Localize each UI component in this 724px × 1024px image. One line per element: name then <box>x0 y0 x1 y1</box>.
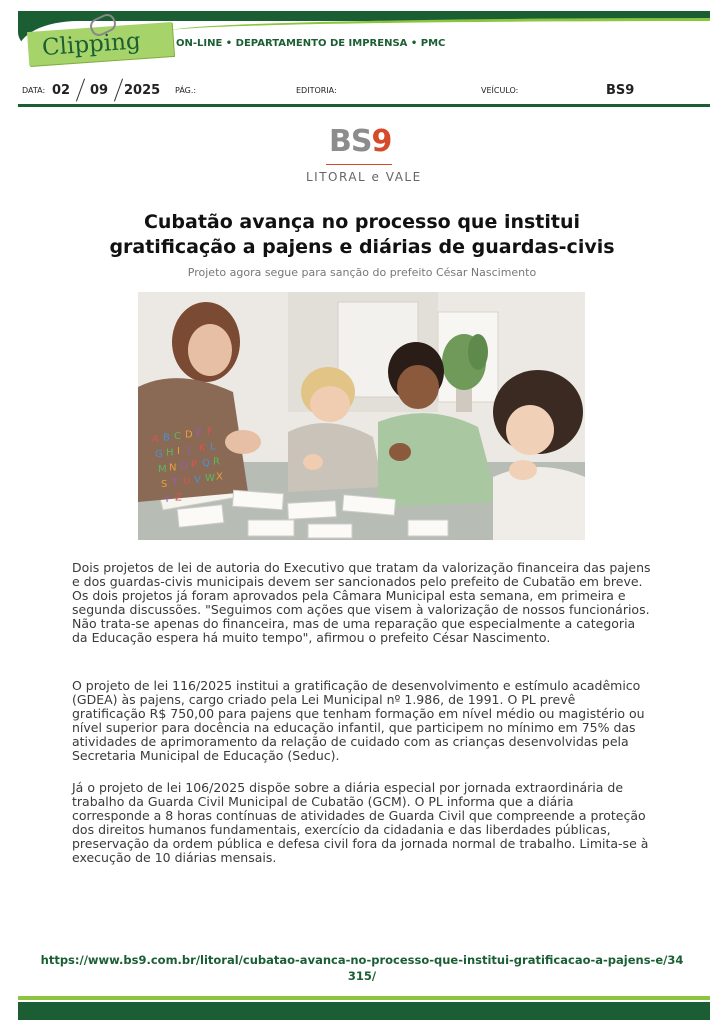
alphabet-card-letter: Z <box>175 492 182 504</box>
header-divider <box>18 104 710 107</box>
alphabet-card-letter: W <box>205 473 215 484</box>
paragraph-text: Já o projeto de lei 106/2025 dispõe sobre a diária especial por jornada extraordinária de trabalho da Guarda Civil Municipal de Cubatão (GCM). O PL informa que a diária corresponde a 8 horas contínuas de atividades de Guarda Civil que compreende a proteção dos direitos humanos fundamentais, exercício da cidadania e das liberdades públicas, preservação da ordem pública e defesa civil fora da jornada normal de trabalho. Limita-se à execução de 10 diárias mensais. <box>72 780 649 865</box>
paragraph-text: Dois projetos de lei de autoria do Executivo que tratam da valorização financeira das pajens e dos guardas-civis municipais devem ser sancionados pelo prefeito de Cubatão em breve. Os dois projetos já foram aprovados pela Câmara Municipal esta semana, em primeira e segunda discussões. "Seguimos com ações que visem à valorização de nossos funcionários. Não trata-se apenas do financeira, mas de uma reparação que especialmente a categoria da Educação espera há muito tempo", afirmou o prefeito César Nascimento. <box>72 560 651 645</box>
alphabet-card-letter: C <box>174 431 181 442</box>
alphabet-card-letter: D <box>185 429 193 441</box>
logo-subtitle: LITORAL e VALE <box>306 170 422 184</box>
logo-nine: 9 <box>371 124 392 159</box>
page-label: PÁG.: <box>175 86 197 95</box>
logo-bs: BS <box>329 124 372 159</box>
department-label: ON-LINE • DEPARTAMENTO DE IMPRENSA • PMC <box>176 38 446 49</box>
classroom-illustration <box>138 292 585 540</box>
alphabet-card-letter: O <box>180 461 188 472</box>
date-separator <box>76 79 85 102</box>
source-url-link[interactable]: https://www.bs9.com.br/litoral/cubatao-avanca-no-processo-que-institui-gratificacao-a-pajens-e/34315/ <box>40 953 684 983</box>
alphabet-card-letter: F <box>207 426 213 438</box>
alphabet-card-letter: G <box>155 449 163 460</box>
bs9-logo <box>329 124 391 159</box>
footer-accent-line <box>18 996 710 1000</box>
article-paragraph-2 <box>72 679 652 763</box>
clipping-tag: Clipping <box>27 22 174 66</box>
date-day: 02 <box>52 83 71 98</box>
date-separator <box>114 79 123 102</box>
article-subheadline: Projeto agora segue para sanção do prefeito César Nascimento <box>187 266 537 279</box>
veiculo-label: VEÍCULO: <box>481 86 519 95</box>
alphabet-card-letter: P <box>191 459 198 471</box>
paragraph-text: O projeto de lei 116/2025 institui a gratificação de desenvolvimento e estímulo acadêmico (GDEA) às pajens, cargo criado pela Lei Municipal nº 1.986, de 1991. O PL prevê gratificação R$ 750,00 para pajens que tenham formação em nível médio ou magistério ou nível superior para docência na educação infantil, que participem no mínimo em 75% das atividades de aprimoramento da relação de cuidado com as crianças desenvolvidas pela Secretaria Municipal de Educação (Seduc). <box>72 678 645 763</box>
date-month: 09 <box>90 83 109 98</box>
date-label: DATA: <box>22 86 46 95</box>
alphabet-card-letter: B <box>163 432 170 444</box>
article-photo <box>138 292 585 540</box>
alphabet-card-letter: U <box>183 476 191 487</box>
alphabet-card-letter: K <box>199 443 206 454</box>
alphabet-card-letter: A <box>152 434 159 445</box>
alphabet-card-letter: N <box>169 462 177 474</box>
article-headline: Cubatão avança no processo que institui gratificação a pajens e diárias de guardas-civis <box>109 211 615 258</box>
alphabet-card-letter: T <box>172 477 179 489</box>
alphabet-card-letter: L <box>210 441 216 453</box>
article-paragraph-3 <box>72 781 652 865</box>
alphabet-card-letter: M <box>158 464 167 475</box>
alphabet-card-letter: Y <box>164 494 171 505</box>
veiculo-value: BS9 <box>606 83 635 98</box>
footer-band <box>18 1002 710 1020</box>
alphabet-card-letter: H <box>166 447 174 459</box>
editoria-label: EDITORIA: <box>296 86 337 95</box>
alphabet-card-letter: V <box>194 474 201 486</box>
alphabet-card-letter: R <box>213 456 220 468</box>
date-year: 2025 <box>124 83 161 98</box>
logo-divider <box>326 164 392 165</box>
alphabet-card-letter: J <box>188 444 191 456</box>
alphabet-card-letter: Q <box>202 458 210 469</box>
article-paragraph-1 <box>72 561 652 645</box>
alphabet-card-letter: E <box>196 428 203 439</box>
alphabet-card-letter: X <box>216 471 223 483</box>
alphabet-card-letter: S <box>161 479 168 490</box>
alphabet-card-letter: I <box>177 446 180 457</box>
